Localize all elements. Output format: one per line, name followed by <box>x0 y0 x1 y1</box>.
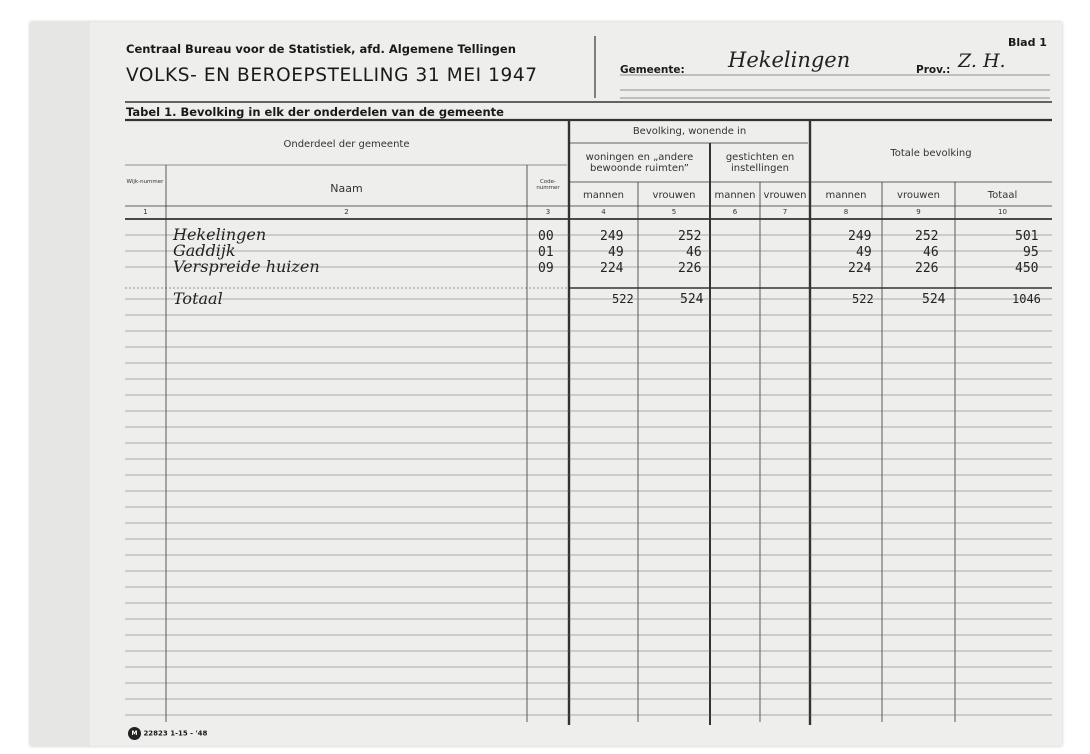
prov-label: Prov.: <box>916 64 951 76</box>
col-wijk: Wijk-nummer <box>126 179 164 185</box>
row-men-dwellings: 49 <box>608 245 624 260</box>
row-naam: Verspreide huizen <box>173 257 320 276</box>
row-naam: Hekelingen <box>173 225 267 244</box>
row-men-total: 249 <box>848 229 872 244</box>
prov-value: Z. H. <box>958 50 1006 72</box>
col-number: 7 <box>782 208 788 216</box>
col-number: 5 <box>671 208 677 216</box>
row-women-dwellings: 46 <box>686 245 702 260</box>
row-code: 00 <box>538 229 554 244</box>
col-number: 2 <box>344 208 349 216</box>
row-total: 450 <box>1015 261 1039 276</box>
row-women-dwellings: 252 <box>678 229 702 244</box>
total-label: Totaal <box>173 289 223 308</box>
row-women-total: 46 <box>923 245 939 260</box>
col-totale-bevolking: Totale bevolking <box>890 148 972 159</box>
gemeente-value: Hekelingen <box>728 48 851 72</box>
row-men-total: 49 <box>856 245 872 260</box>
col-5-vrouwen: vrouwen <box>652 190 696 201</box>
row-men-total: 224 <box>848 261 872 276</box>
row-women-total: 226 <box>915 261 939 276</box>
print-code <box>128 727 207 740</box>
col-number: 9 <box>916 208 921 216</box>
col-gestichten: gestichten en instellingen <box>725 152 795 174</box>
col-woningen: woningen en „andere bewoonde ruimten” <box>585 152 694 174</box>
col-naam: Naam <box>330 182 363 195</box>
print-code-text: 22823 1-15 - '48 <box>143 729 208 738</box>
total-women-dwellings: 524 <box>680 292 704 307</box>
col-code: Code-nummer <box>536 179 560 191</box>
bureau-name: Centraal Bureau voor de Statistiek, afd. Algemene Tellingen <box>126 42 516 56</box>
row-code: 01 <box>538 245 554 260</box>
row-men-dwellings: 249 <box>600 229 624 244</box>
total-overall: 1046 <box>1012 292 1041 306</box>
col-7-vrouwen: vrouwen <box>763 190 807 201</box>
col-number: 1 <box>143 208 148 216</box>
col-number: 6 <box>732 208 738 216</box>
row-total: 501 <box>1015 229 1039 244</box>
row-total: 95 <box>1023 245 1039 260</box>
col-bevolking-wonende: Bevolking, wonende in <box>632 126 747 137</box>
col-number: 10 <box>998 208 1007 216</box>
row-naam: Gaddijk <box>173 241 236 260</box>
total-men: 522 <box>852 292 874 306</box>
table-title: Tabel 1. Bevolking in elk der onderdelen van de gemeente <box>126 105 504 119</box>
total-men-dwellings: 522 <box>612 292 634 306</box>
col-4-mannen: mannen <box>582 190 625 201</box>
census-sheet <box>30 22 1062 746</box>
col-8-mannen: mannen <box>825 190 867 201</box>
census-title: VOLKS- EN BEROEPSTELLING 31 MEI 1947 <box>126 65 538 86</box>
row-women-dwellings: 226 <box>678 261 702 276</box>
col-number: 4 <box>601 208 606 216</box>
row-men-dwellings: 224 <box>600 261 624 276</box>
col-6-mannen: mannen <box>714 190 756 201</box>
total-women: 524 <box>922 292 946 307</box>
col-number: 3 <box>545 208 551 216</box>
col-9-vrouwen: vrouwen <box>897 190 940 201</box>
printer-logo-icon: M <box>128 727 141 740</box>
col-number: 8 <box>843 208 849 216</box>
col-onderdeel: Onderdeel der gemeente <box>283 139 410 150</box>
row-women-total: 252 <box>915 229 939 244</box>
table-grid <box>30 22 1062 746</box>
row-code: 09 <box>538 261 554 276</box>
col-10-totaal: Totaal <box>987 190 1018 201</box>
gemeente-label: Gemeente: <box>620 64 685 76</box>
sheet-number: Blad 1 <box>1008 36 1047 49</box>
